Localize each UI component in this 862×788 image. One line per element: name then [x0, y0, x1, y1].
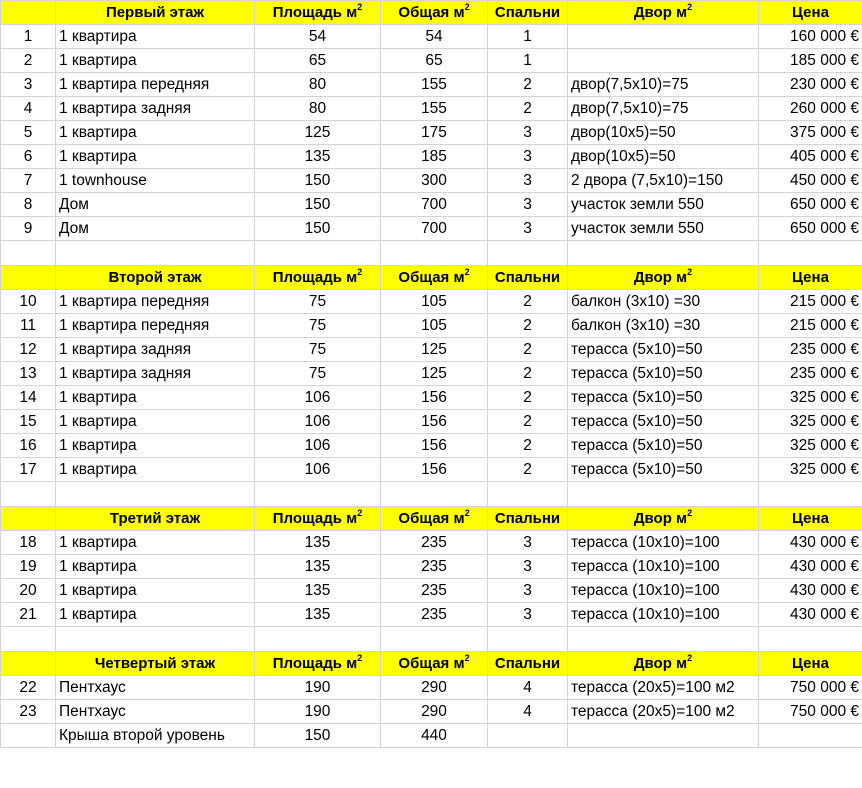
unit-price[interactable]: 235 000 € — [759, 338, 862, 362]
row-number[interactable]: 11 — [1, 314, 56, 338]
unit-price[interactable]: 750 000 € — [759, 676, 862, 700]
header-yard[interactable] — [568, 652, 759, 676]
unit-type[interactable]: 1 квартира — [56, 121, 255, 145]
empty-cell[interactable] — [568, 241, 759, 266]
empty-cell[interactable] — [759, 482, 862, 507]
unit-type[interactable]: Крыша второй уровень — [56, 724, 255, 748]
unit-bedrooms[interactable]: 3 — [488, 193, 568, 217]
header-total-superscript: 2 — [464, 2, 470, 12]
unit-total-area[interactable]: 125 — [381, 362, 488, 386]
unit-area[interactable]: 80 — [255, 73, 381, 97]
unit-yard[interactable]: терасса (5х10)=50 — [568, 362, 759, 386]
unit-type[interactable]: Пентхаус — [56, 676, 255, 700]
table-row — [1, 555, 862, 579]
header-price-text: Цена — [792, 510, 829, 527]
unit-price[interactable]: 185 000 € — [759, 49, 862, 73]
empty-cell[interactable] — [255, 627, 381, 652]
unit-type[interactable]: 1 квартира — [56, 555, 255, 579]
table-row — [1, 121, 862, 145]
unit-type[interactable]: 1 квартира — [56, 145, 255, 169]
empty-cell[interactable] — [488, 627, 568, 652]
unit-price[interactable]: 325 000 € — [759, 458, 862, 482]
section-header-row — [1, 507, 862, 531]
floor-title-text: Четвертый этаж — [94, 655, 216, 672]
unit-total-area[interactable]: 300 — [381, 169, 488, 193]
floor-title-text: Второй этаж — [108, 269, 202, 286]
unit-price[interactable]: 235 000 € — [759, 362, 862, 386]
unit-yard[interactable]: терасса (5х10)=50 — [568, 434, 759, 458]
unit-price[interactable]: 325 000 € — [759, 410, 862, 434]
unit-yard[interactable]: терасса (10х10)=100 — [568, 555, 759, 579]
header-area[interactable] — [255, 266, 381, 290]
unit-area[interactable]: 75 — [255, 362, 381, 386]
unit-area[interactable]: 150 — [255, 724, 381, 748]
unit-price[interactable]: 450 000 € — [759, 169, 862, 193]
unit-price[interactable]: 215 000 € — [759, 314, 862, 338]
blank-row — [1, 482, 862, 507]
header-bedrooms-text: Спальни — [494, 4, 561, 21]
empty-cell[interactable] — [759, 627, 862, 652]
unit-total-area[interactable]: 54 — [381, 25, 488, 49]
table-row — [1, 97, 862, 121]
unit-type[interactable]: 1 квартира — [56, 410, 255, 434]
row-number[interactable]: 21 — [1, 603, 56, 627]
header-price-text: Цена — [792, 269, 829, 286]
header-total-superscript: 2 — [464, 267, 470, 277]
unit-type[interactable]: 1 квартира задняя — [56, 338, 255, 362]
unit-yard[interactable] — [568, 25, 759, 49]
empty-cell[interactable] — [381, 482, 488, 507]
header-price[interactable] — [759, 1, 862, 25]
unit-bedrooms[interactable]: 2 — [488, 410, 568, 434]
row-number[interactable]: 13 — [1, 362, 56, 386]
row-number[interactable]: 20 — [1, 579, 56, 603]
table-row — [1, 362, 862, 386]
table-row — [1, 458, 862, 482]
header-area[interactable] — [255, 652, 381, 676]
header-total-text: Общая м — [398, 269, 465, 286]
row-number[interactable]: 8 — [1, 193, 56, 217]
unit-area[interactable]: 75 — [255, 290, 381, 314]
header-bedrooms-text: Спальни — [494, 655, 561, 672]
table-row — [1, 169, 862, 193]
unit-type[interactable]: 1 квартира задняя — [56, 97, 255, 121]
unit-yard[interactable]: балкон (3х10) =30 — [568, 290, 759, 314]
unit-bedrooms[interactable]: 3 — [488, 169, 568, 193]
unit-area[interactable]: 106 — [255, 386, 381, 410]
unit-total-area[interactable]: 156 — [381, 434, 488, 458]
table-row — [1, 25, 862, 49]
unit-bedrooms[interactable]: 2 — [488, 362, 568, 386]
header-price[interactable] — [759, 266, 862, 290]
unit-total-area[interactable]: 700 — [381, 193, 488, 217]
unit-bedrooms[interactable]: 2 — [488, 290, 568, 314]
row-number[interactable]: 2 — [1, 49, 56, 73]
unit-bedrooms[interactable]: 3 — [488, 121, 568, 145]
unit-yard[interactable]: терасса (5х10)=50 — [568, 458, 759, 482]
unit-bedrooms[interactable]: 1 — [488, 49, 568, 73]
header-bedrooms-text: Спальни — [494, 510, 561, 527]
table-row — [1, 193, 862, 217]
header-yard[interactable] — [568, 266, 759, 290]
unit-type[interactable]: 1 квартира — [56, 25, 255, 49]
table-row — [1, 676, 862, 700]
header-bedrooms[interactable] — [488, 652, 568, 676]
unit-bedrooms[interactable]: 3 — [488, 217, 568, 241]
header-yard-text: Двор м — [633, 510, 688, 527]
row-number[interactable]: 22 — [1, 676, 56, 700]
table-row — [1, 579, 862, 603]
unit-area[interactable]: 190 — [255, 676, 381, 700]
row-number[interactable]: 10 — [1, 290, 56, 314]
empty-cell[interactable] — [1, 241, 56, 266]
header-total-text: Общая м — [398, 4, 465, 21]
floor-title-text: Первый этаж — [105, 4, 205, 21]
header-area-superscript: 2 — [357, 2, 363, 12]
header-yard-superscript: 2 — [687, 508, 693, 518]
header-area-superscript: 2 — [357, 653, 363, 663]
unit-bedrooms[interactable]: 1 — [488, 25, 568, 49]
header-yard-text: Двор м — [633, 655, 688, 672]
unit-yard[interactable]: терасса (5х10)=50 — [568, 410, 759, 434]
table-row — [1, 290, 862, 314]
header-total[interactable] — [381, 1, 488, 25]
header-cell-empty[interactable] — [1, 507, 56, 531]
unit-type[interactable]: 1 квартира — [56, 434, 255, 458]
empty-cell[interactable] — [56, 482, 255, 507]
row-number[interactable]: 17 — [1, 458, 56, 482]
table-row — [1, 724, 862, 748]
unit-price[interactable]: 160 000 € — [759, 25, 862, 49]
unit-total-area[interactable]: 155 — [381, 73, 488, 97]
unit-bedrooms[interactable]: 2 — [488, 314, 568, 338]
empty-cell[interactable] — [759, 241, 862, 266]
unit-price[interactable]: 430 000 € — [759, 555, 862, 579]
unit-area[interactable]: 150 — [255, 193, 381, 217]
header-cell-empty[interactable] — [1, 1, 56, 25]
unit-type[interactable]: 1 квартира — [56, 386, 255, 410]
header-price[interactable] — [759, 652, 862, 676]
unit-bedrooms[interactable]: 2 — [488, 338, 568, 362]
unit-type[interactable]: Дом — [56, 217, 255, 241]
header-total-superscript: 2 — [464, 508, 470, 518]
header-price[interactable] — [759, 507, 862, 531]
header-area-superscript: 2 — [357, 508, 363, 518]
unit-yard[interactable]: терасса (5х10)=50 — [568, 386, 759, 410]
unit-total-area[interactable]: 105 — [381, 314, 488, 338]
unit-area[interactable]: 190 — [255, 700, 381, 724]
empty-cell[interactable] — [568, 482, 759, 507]
blank-row — [1, 241, 862, 266]
floor-title[interactable] — [56, 266, 255, 290]
unit-price[interactable]: 430 000 € — [759, 579, 862, 603]
header-bedrooms[interactable] — [488, 1, 568, 25]
unit-area[interactable]: 106 — [255, 434, 381, 458]
unit-total-area[interactable]: 290 — [381, 700, 488, 724]
row-number[interactable]: 19 — [1, 555, 56, 579]
unit-price[interactable]: 405 000 € — [759, 145, 862, 169]
empty-cell[interactable] — [255, 241, 381, 266]
unit-yard[interactable]: терасса (5х10)=50 — [568, 338, 759, 362]
header-yard-text: Двор м — [633, 269, 688, 286]
header-yard-text: Двор м — [633, 4, 688, 21]
unit-bedrooms[interactable]: 3 — [488, 555, 568, 579]
unit-bedrooms[interactable]: 2 — [488, 386, 568, 410]
header-yard[interactable] — [568, 1, 759, 25]
unit-price[interactable]: 650 000 € — [759, 217, 862, 241]
unit-area[interactable]: 125 — [255, 121, 381, 145]
unit-area[interactable]: 75 — [255, 314, 381, 338]
unit-yard[interactable] — [568, 724, 759, 748]
unit-price[interactable]: 325 000 € — [759, 434, 862, 458]
empty-cell[interactable] — [568, 627, 759, 652]
header-area-text: Площадь м — [272, 4, 358, 21]
unit-area[interactable]: 135 — [255, 603, 381, 627]
table-row — [1, 410, 862, 434]
header-price-text: Цена — [792, 4, 829, 21]
header-area[interactable] — [255, 1, 381, 25]
unit-total-area[interactable]: 156 — [381, 410, 488, 434]
unit-bedrooms[interactable]: 2 — [488, 434, 568, 458]
floor-title[interactable] — [56, 507, 255, 531]
unit-total-area[interactable]: 235 — [381, 555, 488, 579]
table-row — [1, 217, 862, 241]
unit-price[interactable]: 750 000 € — [759, 700, 862, 724]
row-number[interactable]: 14 — [1, 386, 56, 410]
table-row — [1, 49, 862, 73]
unit-area[interactable]: 135 — [255, 531, 381, 555]
header-cell-empty[interactable] — [1, 652, 56, 676]
unit-yard[interactable]: двор(10х5)=50 — [568, 145, 759, 169]
unit-area[interactable]: 135 — [255, 145, 381, 169]
unit-bedrooms[interactable]: 3 — [488, 579, 568, 603]
unit-total-area[interactable]: 290 — [381, 676, 488, 700]
unit-bedrooms[interactable]: 3 — [488, 145, 568, 169]
unit-type[interactable]: 1 квартира — [56, 579, 255, 603]
unit-type[interactable]: 1 квартира — [56, 458, 255, 482]
unit-area[interactable]: 135 — [255, 555, 381, 579]
unit-price[interactable]: 430 000 € — [759, 603, 862, 627]
unit-yard[interactable]: участок земли 550 — [568, 217, 759, 241]
spreadsheet-body — [1, 1, 862, 748]
empty-cell[interactable] — [488, 482, 568, 507]
header-total-superscript: 2 — [464, 653, 470, 663]
table-row — [1, 314, 862, 338]
table-row — [1, 434, 862, 458]
unit-area[interactable]: 106 — [255, 458, 381, 482]
unit-total-area[interactable]: 155 — [381, 97, 488, 121]
header-total-text: Общая м — [398, 510, 465, 527]
unit-bedrooms[interactable]: 4 — [488, 700, 568, 724]
header-yard[interactable] — [568, 507, 759, 531]
unit-yard[interactable]: двор(7,5х10)=75 — [568, 73, 759, 97]
unit-price[interactable]: 230 000 € — [759, 73, 862, 97]
header-bedrooms[interactable] — [488, 507, 568, 531]
row-number[interactable]: 16 — [1, 434, 56, 458]
empty-cell[interactable] — [1, 482, 56, 507]
header-total[interactable] — [381, 266, 488, 290]
header-total[interactable] — [381, 507, 488, 531]
unit-price[interactable] — [759, 724, 862, 748]
unit-price[interactable]: 650 000 € — [759, 193, 862, 217]
table-row — [1, 531, 862, 555]
header-yard-superscript: 2 — [687, 653, 693, 663]
unit-total-area[interactable]: 700 — [381, 217, 488, 241]
row-number[interactable]: 5 — [1, 121, 56, 145]
row-number[interactable]: 15 — [1, 410, 56, 434]
unit-type[interactable]: 1 квартира передняя — [56, 290, 255, 314]
header-area-superscript: 2 — [357, 267, 363, 277]
unit-bedrooms[interactable]: 2 — [488, 97, 568, 121]
unit-area[interactable]: 150 — [255, 217, 381, 241]
table-row — [1, 145, 862, 169]
header-total[interactable] — [381, 652, 488, 676]
unit-yard[interactable]: балкон (3х10) =30 — [568, 314, 759, 338]
unit-total-area[interactable]: 440 — [381, 724, 488, 748]
row-number[interactable]: 18 — [1, 531, 56, 555]
unit-total-area[interactable]: 185 — [381, 145, 488, 169]
table-row — [1, 73, 862, 97]
unit-price[interactable]: 325 000 € — [759, 386, 862, 410]
header-area-text: Площадь м — [272, 269, 358, 286]
unit-total-area[interactable]: 105 — [381, 290, 488, 314]
row-number[interactable]: 7 — [1, 169, 56, 193]
floor-title[interactable] — [56, 652, 255, 676]
unit-type[interactable]: Дом — [56, 193, 255, 217]
unit-yard[interactable]: участок земли 550 — [568, 193, 759, 217]
unit-type[interactable]: 1 квартира передняя — [56, 314, 255, 338]
row-number[interactable]: 3 — [1, 73, 56, 97]
unit-yard[interactable]: терасса (10х10)=100 — [568, 579, 759, 603]
unit-type[interactable]: 1 квартира — [56, 531, 255, 555]
empty-cell[interactable] — [56, 241, 255, 266]
unit-area[interactable]: 80 — [255, 97, 381, 121]
header-area-text: Площадь м — [272, 655, 358, 672]
row-number[interactable]: 4 — [1, 97, 56, 121]
section-header-row — [1, 652, 862, 676]
header-yard-superscript: 2 — [687, 267, 693, 277]
unit-price[interactable]: 430 000 € — [759, 531, 862, 555]
unit-yard[interactable]: двор(10х5)=50 — [568, 121, 759, 145]
header-total-text: Общая м — [398, 655, 465, 672]
floor-title-text: Третий этаж — [109, 510, 201, 527]
unit-yard[interactable] — [568, 49, 759, 73]
unit-area[interactable]: 75 — [255, 338, 381, 362]
header-cell-empty[interactable] — [1, 266, 56, 290]
unit-bedrooms[interactable] — [488, 724, 568, 748]
blank-row — [1, 627, 862, 652]
unit-bedrooms[interactable]: 3 — [488, 531, 568, 555]
table-row — [1, 338, 862, 362]
table-row — [1, 603, 862, 627]
unit-type[interactable]: 1 townhouse — [56, 169, 255, 193]
section-header-row — [1, 1, 862, 25]
unit-type[interactable]: 1 квартира — [56, 49, 255, 73]
unit-area[interactable]: 106 — [255, 410, 381, 434]
unit-yard[interactable]: терасса (10х10)=100 — [568, 531, 759, 555]
unit-yard[interactable]: терасса (10х10)=100 — [568, 603, 759, 627]
unit-total-area[interactable]: 235 — [381, 603, 488, 627]
header-bedrooms-text: Спальни — [494, 269, 561, 286]
empty-cell[interactable] — [255, 482, 381, 507]
unit-price[interactable]: 215 000 € — [759, 290, 862, 314]
unit-area[interactable]: 65 — [255, 49, 381, 73]
unit-total-area[interactable]: 65 — [381, 49, 488, 73]
unit-area[interactable]: 54 — [255, 25, 381, 49]
unit-total-area[interactable]: 235 — [381, 579, 488, 603]
header-bedrooms[interactable] — [488, 266, 568, 290]
unit-bedrooms[interactable]: 4 — [488, 676, 568, 700]
unit-total-area[interactable]: 235 — [381, 531, 488, 555]
unit-total-area[interactable]: 175 — [381, 121, 488, 145]
empty-cell[interactable] — [1, 627, 56, 652]
row-number[interactable]: 9 — [1, 217, 56, 241]
row-number[interactable]: 1 — [1, 25, 56, 49]
floor-title[interactable] — [56, 1, 255, 25]
unit-total-area[interactable]: 125 — [381, 338, 488, 362]
unit-total-area[interactable]: 156 — [381, 458, 488, 482]
unit-yard[interactable]: двор(7,5х10)=75 — [568, 97, 759, 121]
section-header-row — [1, 266, 862, 290]
unit-yard[interactable]: 2 двора (7,5х10)=150 — [568, 169, 759, 193]
header-price-text: Цена — [792, 655, 829, 672]
unit-bedrooms[interactable]: 2 — [488, 73, 568, 97]
empty-cell[interactable] — [381, 241, 488, 266]
empty-cell[interactable] — [56, 627, 255, 652]
row-number[interactable]: 6 — [1, 145, 56, 169]
unit-yard[interactable]: терасса (20х5)=100 м2 — [568, 700, 759, 724]
row-number[interactable]: 23 — [1, 700, 56, 724]
unit-price[interactable]: 375 000 € — [759, 121, 862, 145]
header-area-text: Площадь м — [272, 510, 358, 527]
header-yard-superscript: 2 — [687, 2, 693, 12]
unit-bedrooms[interactable]: 3 — [488, 603, 568, 627]
unit-type[interactable]: 1 квартира передняя — [56, 73, 255, 97]
table-row — [1, 700, 862, 724]
unit-yard[interactable]: терасса (20х5)=100 м2 — [568, 676, 759, 700]
unit-price[interactable]: 260 000 € — [759, 97, 862, 121]
table-row — [1, 386, 862, 410]
unit-area[interactable]: 150 — [255, 169, 381, 193]
unit-total-area[interactable]: 156 — [381, 386, 488, 410]
unit-type[interactable]: 1 квартира — [56, 603, 255, 627]
unit-area[interactable]: 135 — [255, 579, 381, 603]
empty-cell[interactable] — [381, 627, 488, 652]
row-number[interactable] — [1, 724, 56, 748]
header-area[interactable] — [255, 507, 381, 531]
unit-type[interactable]: 1 квартира задняя — [56, 362, 255, 386]
unit-type[interactable]: Пентхаус — [56, 700, 255, 724]
row-number[interactable]: 12 — [1, 338, 56, 362]
unit-bedrooms[interactable]: 2 — [488, 458, 568, 482]
empty-cell[interactable] — [488, 241, 568, 266]
